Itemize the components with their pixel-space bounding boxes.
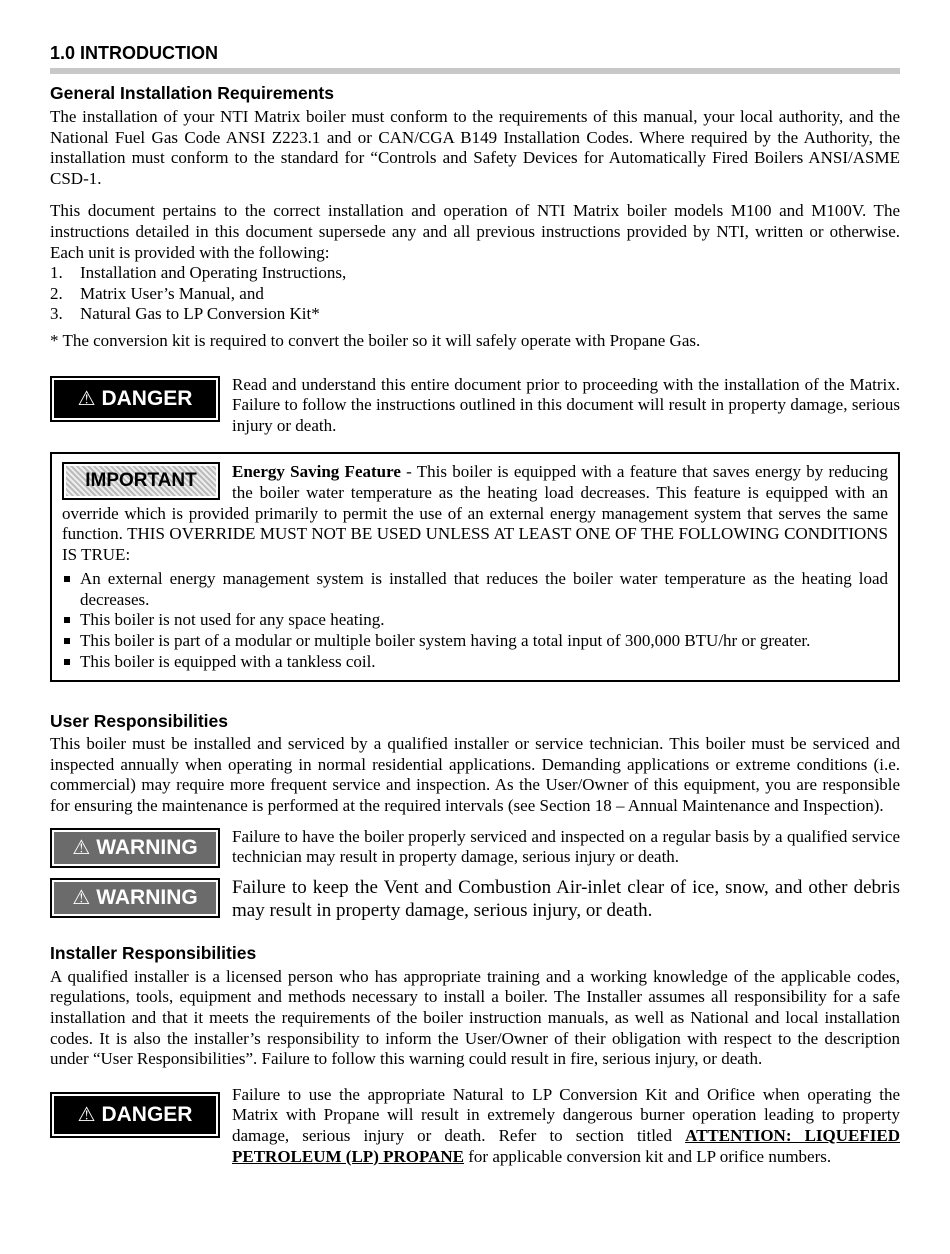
warning-triangle-icon: ⚠ (72, 887, 91, 910)
list-item: This boiler is part of a modular or multiple boiler system having a total input of 300,000 BTU/hr or greater. (62, 631, 888, 652)
warning-triangle-icon: ⚠ (77, 388, 96, 411)
important-badge: IMPORTANT (62, 462, 220, 500)
list-item: 1. Installation and Operating Instructions, (50, 263, 347, 283)
user-heading: User Responsibilities (50, 711, 228, 732)
important-text: Energy Saving Feature - This boiler is equipped with a feature that saves energy by reducing the boiler water temperature as the heating load decreases. This feature is equipped with an override which is provided primarily to permit the use of an external energy management system that serves the same function. THIS OVERRIDE MUST NOT BE USED UNLESS AT LEAST ONE OF THE FOLLOWING CONDITIONS IS TRUE: (62, 462, 888, 564)
section-divider (50, 68, 900, 74)
danger-notice-1 (50, 376, 900, 437)
warning-text: Failure to have the boiler properly serviced and inspected on a regular basis by a qualified service technician may result in property damage, serious injury or death. (232, 826, 900, 867)
danger-text: Failure to use the appropriate Natural to LP Conversion Kit and Orifice when operating the Matrix with Propane will result in extremely dangerous burner operation leading to property damage, serious injury or death. Refer to section titled ATTENTION: LIQUEFIED PETROLEUM (LP) PROPANE for applicable conversion kit and LP orifice numbers. (232, 1084, 900, 1166)
danger-notice-2 (50, 1084, 900, 1167)
included-items-list (50, 263, 900, 325)
list-item: This boiler is not used for any space heating. (62, 610, 888, 631)
important-box (50, 452, 900, 682)
warning-triangle-icon: ⚠ (72, 837, 91, 860)
general-heading: General Installation Requirements (50, 83, 334, 103)
warning-triangle-icon: ⚠ (77, 1104, 96, 1127)
warning-notice-2 (50, 878, 900, 922)
list-item: 2. Matrix User’s Manual, and (50, 283, 264, 303)
section-title: 1.0 INTRODUCTION (50, 43, 219, 63)
conditions-list (62, 569, 888, 672)
warning-badge: ⚠ WARNING (50, 878, 220, 918)
warning-notice-1 (50, 828, 900, 868)
important-lead: Energy Saving Feature (232, 462, 401, 482)
general-paragraph-2: This document pertains to the correct installation and operation of NTI Matrix boiler models M100 and M100V. The instructions detailed in this document supersede any and all previous instructions provided by NTI, written or otherwise. Each unit is provided with the following: (50, 201, 900, 262)
list-item: 3. Natural Gas to LP Conversion Kit* (50, 304, 320, 324)
list-item: This boiler is equipped with a tankless coil. (62, 652, 888, 673)
list-item: An external energy management system is installed that reduces the boiler water temperature as the heating load decreases. (62, 569, 888, 610)
general-paragraph-1: The installation of your NTI Matrix boiler must conform to the requirements of this manual, your local authority, and the National Fuel Gas Code ANSI Z223.1 and or CAN/CGA B149 Installation Codes. Where required by the Authority, the installation must conform to the standard for “Controls and Safety Devices for Automatically Fired Boilers ANSI/ASME CSD-1. (50, 107, 900, 188)
user-paragraph: This boiler must be installed and serviced by a qualified installer or service technician. This boiler must be serviced and inspected annually when operating in normal residential applications. Demanding applications or extreme conditions (i.e. commercial) may require more frequent service and inspection. As the User/Owner of this equipment, you are responsible for ensuring the maintenance is performed at the required intervals (see Section 18 – Annual Maintenance and Inspection). (50, 734, 900, 816)
installer-paragraph: A qualified installer is a licensed person who has appropriate training and a working knowledge of the applicable codes, regulations, tools, equipment and methods necessary to install a boiler. The Installer assumes all responsibility for a safe installation and that it meets the requirements of the boiler instruction manuals, as well as National and local installation codes. It is also the installer’s responsibility to inform the User/Owner of their obligation with respect to the description under “User Responsibilities”. Failure to follow this warning could result in fire, serious injury, or death. (50, 966, 900, 1069)
warning-badge: ⚠ WARNING (50, 828, 220, 868)
conversion-footnote: * The conversion kit is required to convert the boiler so it will safely operate with Propane Gas. (50, 330, 701, 350)
installer-heading: Installer Responsibilities (50, 942, 257, 963)
danger-badge: ⚠ DANGER (50, 376, 220, 422)
warning-text: Failure to keep the Vent and Combustion Air-inlet clear of ice, snow, and other debris may result in property damage, serious injury, or death. (232, 876, 900, 921)
danger-badge: ⚠ DANGER (50, 1092, 220, 1138)
lp-propane-section-link[interactable]: ATTENTION: LIQUEFIED PETROLEUM (LP) PROPANE (232, 1125, 900, 1166)
manual-page (50, 42, 900, 1167)
danger-text: Read and understand this entire document prior to proceeding with the installation of the Matrix. Failure to follow the instructions outlined in this document will result in property damage, serious injury or death. (232, 374, 900, 435)
